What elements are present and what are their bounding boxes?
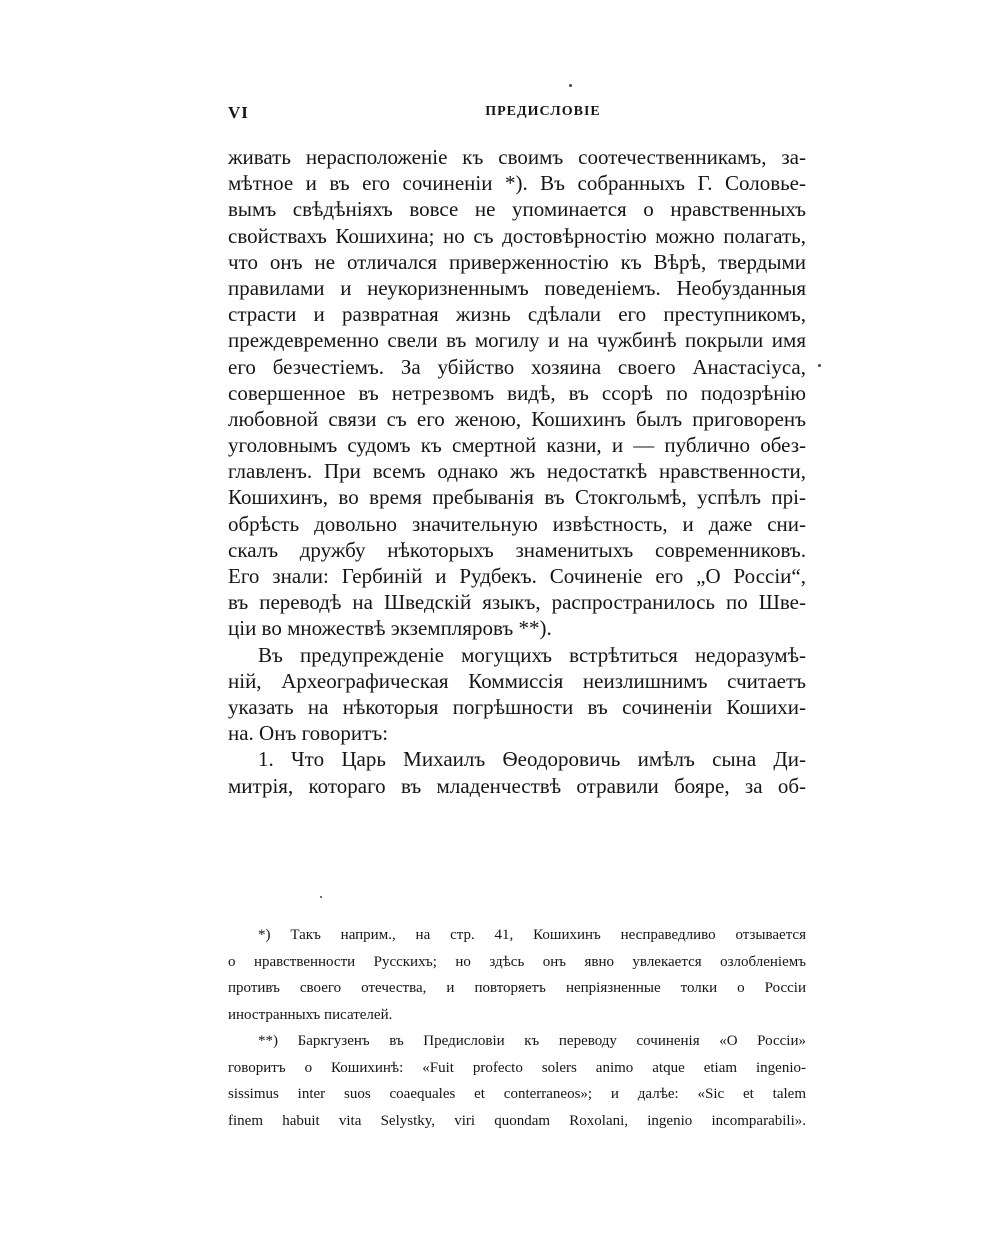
text-line: въ переводѣ на Шведскій языкъ, распространилось по Шве- [228, 590, 806, 615]
text-line: указать на нѣкоторыя погрѣшности въ сочиненіи Кошихи- [228, 694, 806, 719]
text-line: уголовнымъ судомъ къ смертной казни, и — публично обез- [228, 433, 806, 458]
footnote-2 [228, 1028, 806, 1134]
text-line: главленъ. При всемъ однако жъ недостаткѣ нравственности, [228, 459, 806, 484]
paragraph-3 [228, 746, 806, 798]
footnote-line: говоритъ о Кошихинѣ: «Fuit profecto solers animo atque etiam ingenio- [228, 1059, 806, 1076]
text-line: ціи во множествѣ экземпляровъ **). [228, 616, 552, 641]
text-line: живать нерасположеніе къ своимъ соотечественникамъ, за- [228, 145, 806, 169]
footnote-line: иностранныхъ писателей. [228, 1006, 393, 1023]
text-line: Въ предупрежденіе могущихъ встрѣтиться недоразумѣ- [258, 642, 806, 667]
text-line: на. Онъ говоритъ: [228, 721, 389, 746]
text-line: любовной связи съ его женою, Кошихинъ былъ приговоренъ [228, 406, 806, 431]
print-speck [320, 896, 322, 898]
footnote-line: sissimus inter suos coaequales et conterraneos»; и далѣе: «Sic et talem [228, 1086, 806, 1102]
text-line: совершенное въ нетрезвомъ видѣ, въ ссорѣ по подозрѣнію [228, 380, 806, 405]
paragraph-2 [228, 642, 806, 747]
text-line: правилами и неукоризненнымъ поведеніемъ. Необузданныя [228, 275, 806, 300]
text-line: обрѣсть довольно значительную извѣстность, и даже сни- [228, 511, 806, 536]
print-speck [569, 84, 572, 87]
text-line: вымъ свѣдѣніяхъ вовсе не упоминается о нравственныхъ [228, 197, 806, 222]
footnote-line: о нравственности Русскихъ; но здѣсь онъ явно увлекается озлобленіемъ [228, 953, 806, 970]
text-line: скалъ дружбу нѣкоторыхъ знаменитыхъ современниковъ. [228, 537, 806, 562]
paragraph-1 [228, 144, 806, 642]
text-line: Его знали: Гербиній и Рудбекъ. Сочиненіе его „О Россіи“, [228, 564, 806, 588]
text-line: страсти и развратная жизнь сдѣлали его преступникомъ, [228, 302, 806, 327]
footnote-line: **) Баркгузенъ въ Предисловіи къ переводу сочиненія «О Россіи» [258, 1033, 806, 1049]
footnote-line: противъ своего отечества, и повторяетъ непріязненные толки о Россіи [228, 980, 806, 996]
footnote-line: finem habuit vita Selystky, viri quondam Roxolani, ingenio incomparabili». [228, 1112, 806, 1129]
text-line: преждевременно свели въ могилу и на чужбинѣ покрыли имя [228, 328, 806, 353]
footnote-1 [228, 922, 806, 1028]
main-text [228, 144, 806, 799]
footnotes [228, 922, 806, 1134]
running-title: ПРЕДИСЛОВІЕ [485, 104, 601, 119]
text-line: свойствахъ Кошихина; но съ достовѣрностію можно полагать, [228, 223, 806, 248]
text-line: мѣтное и въ его сочиненіи *). Въ собранныхъ Г. Соловье- [228, 171, 806, 196]
footnote-line: *) Такъ наприм., на стр. 41, Кошихинъ несправедливо отзывается [258, 927, 806, 943]
text-line: его безчестіемъ. За убійство хозяина своего Анастасіуса, [228, 354, 806, 379]
text-line: ній, Археографическая Коммиссія неизлишнимъ считаетъ [228, 668, 806, 693]
page-number: VI [228, 103, 249, 122]
text-line: что онъ не отличался приверженностію къ Вѣрѣ, твердыми [228, 249, 806, 274]
page-header [228, 103, 808, 127]
text-line: митрія, котораго въ младенчествѣ отравили бояре, за об- [228, 773, 806, 798]
text-line: Кошихинъ, во время пребыванія въ Стокгольмѣ, успѣлъ прі- [228, 485, 806, 510]
text-line: 1. Что Царь Михаилъ Ѳеодоровичь имѣлъ сына Ди- [258, 747, 806, 772]
print-speck [818, 364, 821, 367]
